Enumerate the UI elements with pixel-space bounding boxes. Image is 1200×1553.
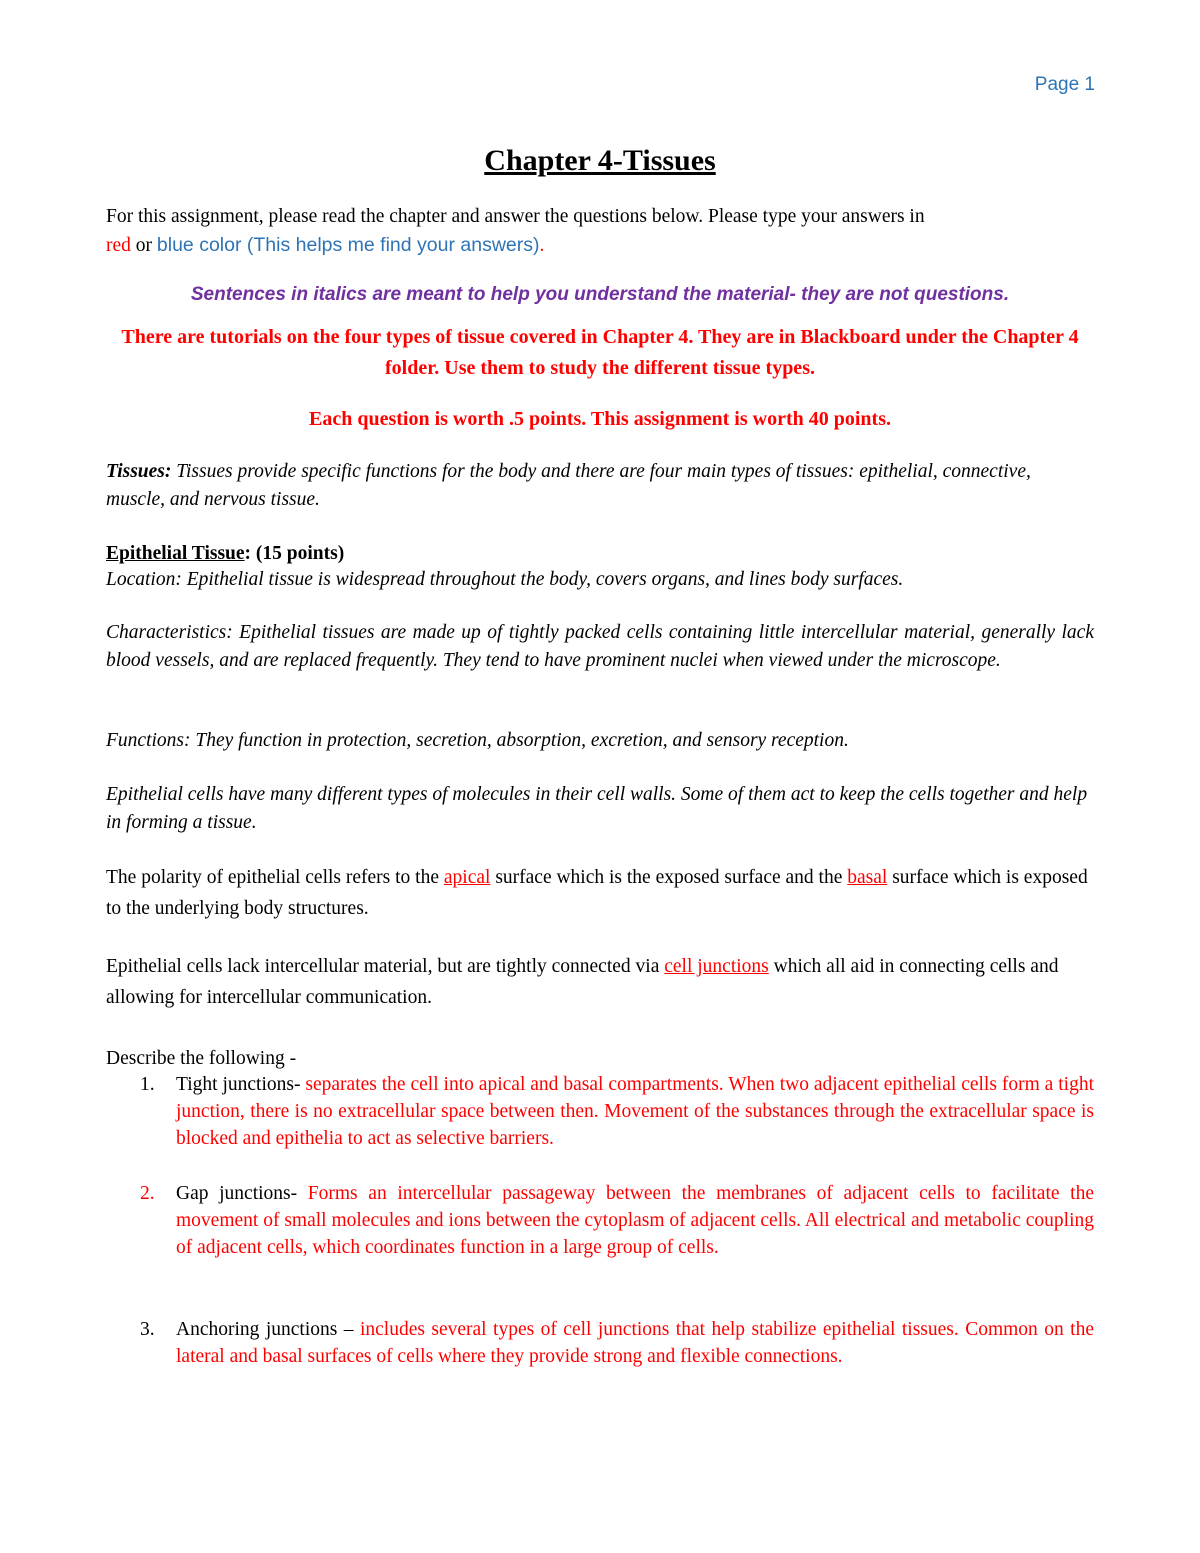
polarity-text-2: surface which is the exposed surface and the <box>490 867 848 888</box>
page-number: Page 1 <box>1034 74 1095 95</box>
epithelial-points: : (15 points) <box>244 543 345 564</box>
question-item <box>106 1316 1094 1370</box>
tissues-label: Tissues: <box>106 461 172 482</box>
points-note: Each question is worth .5 points. This assignment is worth 40 points. <box>309 408 891 430</box>
intro-text: For this assignment, please read the chapter and answer the questions below. Please type your answers in <box>106 206 925 227</box>
question-body <box>176 1180 1094 1261</box>
question-number: 1. <box>140 1074 155 1095</box>
polarity-answer-basal: basal <box>847 867 888 888</box>
question-number: 3. <box>140 1319 155 1340</box>
tissues-paragraph <box>106 458 1094 514</box>
epithelial-location: Location: Epithelial tissue is widespread throughout the body, covers organs, and lines body surfaces. <box>106 569 904 590</box>
polarity-text-3: surface which is exposed to the underlying body structures. <box>106 867 1088 919</box>
question-item <box>106 1071 1094 1152</box>
junctions-answer: cell junctions <box>664 956 769 977</box>
intro-blue-word: blue color <box>156 234 242 256</box>
polarity-paragraph <box>106 862 1094 924</box>
junctions-paragraph <box>106 951 1094 1013</box>
question-body <box>176 1071 1094 1152</box>
intro-or-word: or <box>130 235 157 256</box>
intro-paren: (This helps me find your answers) <box>241 234 540 256</box>
question-item <box>106 1180 1094 1261</box>
question-number: 2. <box>140 1183 155 1204</box>
tutorials-note: There are tutorials on the four types of tissue covered in Chapter 4. They are in Blackboard under the Chapter 4 folder. Use them to study the different tissue types. <box>121 326 1079 379</box>
describe-label: Describe the following - <box>106 1048 297 1069</box>
question-answer: Forms an intercellular passageway between the membranes of adjacent cells to facilitate the movement of small molecules and ions between the cytoplasm of adjacent cells. All electrical and metabolic coupling of adjacent cells, which coordinates function in a large group of cells. <box>176 1183 1095 1258</box>
epithelial-characteristics: Characteristics: Epithelial tissues are made up of tightly packed cells containing little intercellular material, generally lack blood vessels, and are replaced frequently. They tend to have prominent nuclei when viewed under the microscope. <box>106 622 1094 671</box>
italics-note: Sentences in italics are meant to help you understand the material- they are not questions. <box>190 284 1010 305</box>
epithelial-cells-note: Epithelial cells have many different types of molecules in their cell walls. Some of them act to keep the cells together and help in forming a tissue. <box>106 784 1088 833</box>
intro-paragraph <box>106 202 1094 260</box>
intro-red-word: red <box>106 235 131 256</box>
junctions-text-1: Epithelial cells lack intercellular material, but are tightly connected via <box>106 956 665 977</box>
question-term: Gap junctions- <box>176 1183 308 1204</box>
tissues-text: Tissues provide specific functions for the body and there are four main types of tissues: epithelial, connective, muscle, and nervous tissue. <box>106 461 1031 510</box>
page-title: Chapter 4-Tissues <box>484 144 716 177</box>
question-answer: separates the cell into apical and basal compartments. When two adjacent epithelial cells form a tight junction, there is no extracellular space between then. Movement of the substances through the extracellular space is blocked and epithelia to act as selective barriers. <box>176 1074 1094 1149</box>
question-answer: includes several types of cell junctions that help stabilize epithelial tissues. Common on the lateral and basal surfaces of cells where they provide strong and flexible connections. <box>176 1319 1094 1367</box>
epithelial-heading: Epithelial Tissue <box>106 543 245 564</box>
intro-period: . <box>539 235 545 256</box>
question-body <box>176 1316 1094 1370</box>
polarity-text-1: The polarity of epithelial cells refers to the <box>106 867 444 888</box>
junctions-text-2: which all aid in connecting cells and allowing for intercellular communication. <box>106 956 1059 1008</box>
question-term: Tight junctions- <box>176 1074 306 1095</box>
polarity-answer-apical: apical <box>443 867 491 888</box>
question-term: Anchoring junctions – <box>176 1319 360 1340</box>
epithelial-heading-line <box>106 539 1094 568</box>
epithelial-functions: Functions: They function in protection, secretion, absorption, excretion, and sensory reception. <box>106 730 849 751</box>
